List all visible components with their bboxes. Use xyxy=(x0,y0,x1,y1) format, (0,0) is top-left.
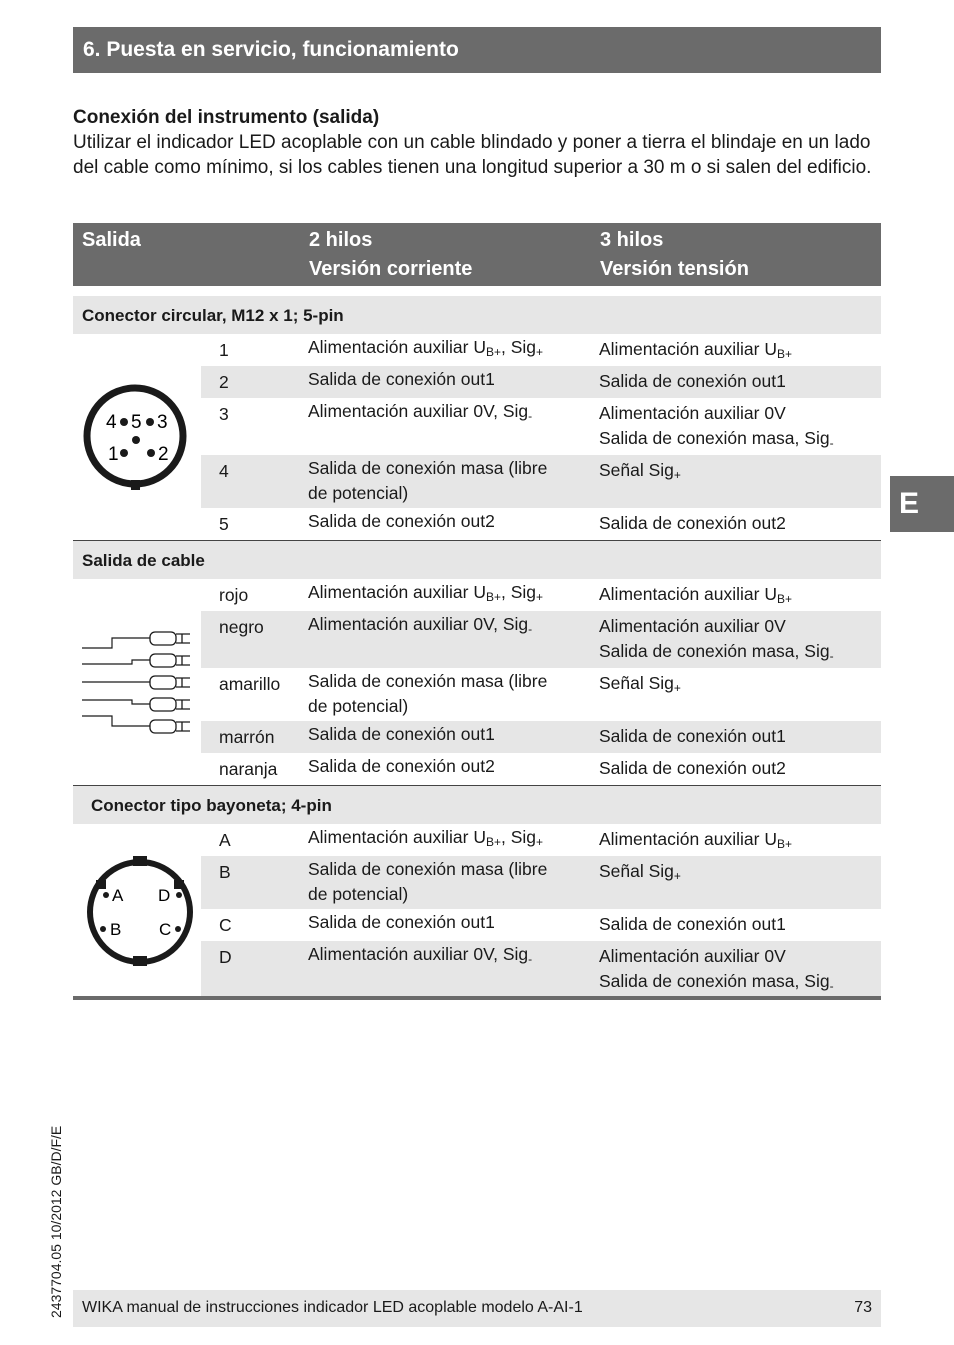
two-wire-line: de potencial) xyxy=(308,884,409,904)
three-wire-text: Salida de conexión masa, Sig xyxy=(599,428,830,448)
cable-pin xyxy=(176,634,190,643)
bayonet-pin-label: A xyxy=(112,886,124,905)
table-row xyxy=(201,909,881,941)
bayonet-pin-dot xyxy=(100,926,106,932)
cable-pin xyxy=(176,678,190,687)
two-wire-line: de potencial) xyxy=(308,696,409,716)
subscript: + xyxy=(536,345,544,359)
table-row xyxy=(201,668,881,721)
three-wire-text: Alimentación auxiliar U xyxy=(599,339,777,359)
cable-pin xyxy=(176,656,190,665)
two-wire-text: Salida de conexión masa (libre xyxy=(308,458,548,478)
bayonet-pin-dot xyxy=(103,892,109,898)
subscript: - xyxy=(829,979,834,993)
row-label: naranja xyxy=(219,759,278,779)
two-wire-cell xyxy=(308,399,578,429)
table-row xyxy=(201,508,881,540)
table-row xyxy=(201,398,881,455)
cable-wire xyxy=(82,638,150,648)
m12-pin-dot xyxy=(146,418,154,426)
table-row xyxy=(201,856,881,909)
three-wire-cell xyxy=(599,944,881,999)
three-wire-text: Salida de conexión out1 xyxy=(599,914,786,934)
bayonet-pin-label: C xyxy=(159,920,172,939)
three-wire-line xyxy=(599,401,881,426)
bayonet-lug xyxy=(174,880,184,889)
m12-pin-label: 3 xyxy=(157,412,168,433)
document-code: 2437704.05 10/2012 GB/D/F/E xyxy=(48,1125,64,1318)
table-row xyxy=(201,366,881,398)
two-wire-text: , Sig xyxy=(501,582,537,602)
cable-pin xyxy=(176,722,190,731)
table-row xyxy=(201,611,881,668)
cable-ferrule xyxy=(150,698,176,711)
row-label: 2 xyxy=(219,372,229,392)
three-wire-cell xyxy=(599,859,881,889)
three-wire-line xyxy=(599,859,881,889)
header-3wire-title: 3 hilos xyxy=(600,229,664,251)
subscript: - xyxy=(528,409,533,423)
bayonet-pin-dot xyxy=(175,926,181,932)
three-wire-line xyxy=(599,671,881,701)
table-row xyxy=(201,941,881,996)
subscript: - xyxy=(528,952,533,966)
subscript: + xyxy=(536,590,544,604)
bayonet-lug xyxy=(96,880,106,889)
row-label: 3 xyxy=(219,404,229,424)
two-wire-line xyxy=(308,942,578,972)
row-label: rojo xyxy=(219,585,249,605)
row-label: 5 xyxy=(219,514,229,534)
three-wire-text: Alimentación auxiliar 0V xyxy=(599,616,786,636)
row-label: 1 xyxy=(219,340,229,360)
cable-ferrule xyxy=(150,632,176,645)
two-wire-cell xyxy=(308,910,578,935)
two-wire-line xyxy=(308,754,578,779)
two-wire-text: Salida de conexión masa (libre xyxy=(308,671,548,691)
two-wire-cell xyxy=(308,942,578,972)
three-wire-cell xyxy=(599,458,881,488)
table-row xyxy=(201,455,881,508)
three-wire-cell xyxy=(599,614,881,669)
header-2wire xyxy=(309,226,472,284)
row-label: C xyxy=(219,915,232,935)
subscript: B+ xyxy=(777,592,793,606)
row-label: 4 xyxy=(219,461,229,481)
three-wire-text: Salida de conexión out2 xyxy=(599,758,786,778)
row-label: A xyxy=(219,830,231,850)
table-row xyxy=(201,721,881,753)
three-wire-text: Salida de conexión out2 xyxy=(599,513,786,533)
three-wire-text: Señal Sig xyxy=(599,673,674,693)
table-bottom-rule xyxy=(73,996,881,1000)
cable-wires-diagram xyxy=(82,630,194,735)
three-wire-line xyxy=(599,369,881,394)
subscript: B+ xyxy=(777,837,793,851)
three-wire-text: Salida de conexión masa, Sig xyxy=(599,971,830,991)
subscript: B+ xyxy=(486,345,502,359)
three-wire-text: Salida de conexión out1 xyxy=(599,726,786,746)
three-wire-text: Señal Sig xyxy=(599,460,674,480)
subscript: B+ xyxy=(486,590,502,604)
two-wire-line xyxy=(308,722,578,747)
row-label: amarillo xyxy=(219,674,281,694)
subscript: + xyxy=(673,869,681,883)
two-wire-line xyxy=(308,612,578,642)
two-wire-text: Alimentación auxiliar 0V, Sig xyxy=(308,614,529,634)
three-wire-cell xyxy=(599,337,881,367)
footer-text: WIKA manual de instrucciones indicador LED acoplable modelo A-AI-1 xyxy=(82,1299,583,1316)
group-bayonet-label: Conector tipo bayoneta; 4-pin xyxy=(73,786,881,824)
three-wire-text: Salida de conexión masa, Sig xyxy=(599,641,830,661)
two-wire-text: , Sig xyxy=(501,827,537,847)
three-wire-cell xyxy=(599,756,881,781)
subscript: - xyxy=(829,436,834,450)
three-wire-text: Alimentación auxiliar U xyxy=(599,584,777,604)
three-wire-cell xyxy=(599,724,881,749)
two-wire-text: Salida de conexión out2 xyxy=(308,756,495,776)
bayonet-pin-label: B xyxy=(110,920,122,939)
table-row xyxy=(201,824,881,856)
cable-wire xyxy=(82,716,150,726)
three-wire-cell xyxy=(599,511,881,536)
three-wire-cell xyxy=(599,671,881,701)
header-output: Salida xyxy=(82,229,141,251)
two-wire-cell xyxy=(308,456,578,506)
bayonet-pin-dot xyxy=(176,892,182,898)
two-wire-line: de potencial) xyxy=(308,483,409,503)
three-wire-text: Alimentación auxiliar U xyxy=(599,829,777,849)
two-wire-line xyxy=(308,399,578,429)
bayonet-key xyxy=(133,856,147,866)
m12-connector-shell xyxy=(87,388,183,484)
three-wire-line xyxy=(599,827,881,857)
row-label: B xyxy=(219,862,231,882)
cable-wire xyxy=(82,660,150,664)
three-wire-text: Alimentación auxiliar 0V xyxy=(599,403,786,423)
two-wire-cell xyxy=(308,367,578,392)
two-wire-text: Salida de conexión out2 xyxy=(308,511,495,531)
two-wire-line xyxy=(308,509,578,534)
subscript: + xyxy=(673,681,681,695)
m12-pin-label: 2 xyxy=(158,444,169,465)
table-row xyxy=(201,579,881,611)
m12-connector-key xyxy=(131,480,140,490)
two-wire-text: Alimentación auxiliar 0V, Sig xyxy=(308,401,529,421)
two-wire-text: Alimentación auxiliar U xyxy=(308,337,486,357)
m12-pin-dot xyxy=(132,436,140,444)
bayonet-connector-shell xyxy=(90,862,190,962)
cable-wire xyxy=(82,700,150,704)
two-wire-line xyxy=(308,910,578,935)
three-wire-line xyxy=(599,614,881,639)
subscript: - xyxy=(528,622,533,636)
two-wire-text: , Sig xyxy=(501,337,537,357)
two-wire-cell xyxy=(308,857,578,907)
three-wire-cell xyxy=(599,912,881,937)
three-wire-line xyxy=(599,756,881,781)
three-wire-line xyxy=(599,944,881,969)
two-wire-text: Salida de conexión out1 xyxy=(308,912,495,932)
table-header xyxy=(73,223,881,286)
three-wire-text: Alimentación auxiliar 0V xyxy=(599,946,786,966)
three-wire-text: Señal Sig xyxy=(599,861,674,881)
three-wire-line xyxy=(599,912,881,937)
two-wire-line xyxy=(308,367,578,392)
bayonet-connector-diagram xyxy=(84,856,196,968)
bayonet-pin-label: D xyxy=(158,886,171,905)
three-wire-cell xyxy=(599,582,881,612)
three-wire-line xyxy=(599,458,881,488)
header-2wire-subtitle: Versión corriente xyxy=(309,258,473,280)
m12-pin-label: 4 xyxy=(106,412,117,433)
two-wire-line xyxy=(308,580,578,610)
two-wire-text: Alimentación auxiliar U xyxy=(308,827,486,847)
header-3wire xyxy=(600,226,749,284)
three-wire-line xyxy=(599,969,881,999)
m12-pin-dot xyxy=(120,418,128,426)
three-wire-line xyxy=(599,337,881,367)
header-3wire-subtitle: Versión tensión xyxy=(600,258,749,280)
cable-ferrule xyxy=(150,676,176,689)
two-wire-cell xyxy=(308,669,578,719)
two-wire-line xyxy=(308,669,578,694)
subscript: B+ xyxy=(777,347,793,361)
two-wire-line xyxy=(308,857,578,882)
three-wire-cell xyxy=(599,369,881,394)
two-wire-cell xyxy=(308,509,578,534)
two-wire-line xyxy=(308,335,578,365)
three-wire-line xyxy=(599,724,881,749)
m12-pin-dot xyxy=(147,449,155,457)
m12-pin-dot xyxy=(120,449,128,457)
two-wire-text: Alimentación auxiliar U xyxy=(308,582,486,602)
m12-pin-label: 1 xyxy=(108,444,119,465)
language-tab: E xyxy=(890,476,954,532)
two-wire-text: Alimentación auxiliar 0V, Sig xyxy=(308,944,529,964)
m12-pin-label: 5 xyxy=(131,412,142,433)
group-m12-label: Conector circular, M12 x 1; 5-pin xyxy=(73,296,881,334)
three-wire-line xyxy=(599,639,881,669)
table-row xyxy=(201,753,881,785)
two-wire-cell xyxy=(308,580,578,610)
footer xyxy=(73,1290,881,1327)
section-title: 6. Puesta en servicio, funcionamiento xyxy=(73,27,881,73)
cable-pin xyxy=(176,700,190,709)
two-wire-cell xyxy=(308,754,578,779)
cable-ferrule xyxy=(150,654,176,667)
two-wire-text: Salida de conexión masa (libre xyxy=(308,859,548,879)
row-label: negro xyxy=(219,617,264,637)
table-row xyxy=(201,334,881,366)
two-wire-cell xyxy=(308,825,578,855)
two-wire-line xyxy=(308,825,578,855)
three-wire-cell xyxy=(599,401,881,456)
intro-heading: Conexión del instrumento (salida) xyxy=(73,107,380,128)
two-wire-cell xyxy=(308,722,578,747)
intro xyxy=(73,105,881,180)
row-label: D xyxy=(219,947,232,967)
group-cable-label: Salida de cable xyxy=(73,541,881,579)
three-wire-line xyxy=(599,426,881,456)
two-wire-cell xyxy=(308,335,578,365)
bayonet-lug xyxy=(133,956,147,966)
subscript: B+ xyxy=(486,835,502,849)
three-wire-text: Salida de conexión out1 xyxy=(599,371,786,391)
subscript: - xyxy=(829,649,834,663)
three-wire-line xyxy=(599,582,881,612)
page-number: 73 xyxy=(854,1299,872,1316)
subscript: + xyxy=(673,468,681,482)
two-wire-cell xyxy=(308,612,578,642)
two-wire-text: Salida de conexión out1 xyxy=(308,724,495,744)
header-2wire-title: 2 hilos xyxy=(309,229,373,251)
three-wire-cell xyxy=(599,827,881,857)
subscript: + xyxy=(536,835,544,849)
two-wire-text: Salida de conexión out1 xyxy=(308,369,495,389)
row-label: marrón xyxy=(219,727,275,747)
three-wire-line xyxy=(599,511,881,536)
cable-ferrule xyxy=(150,720,176,733)
two-wire-line xyxy=(308,456,578,481)
intro-body: Utilizar el indicador LED acoplable con un cable blindado y poner a tierra el blindaje en un lado del cable como mínimo, si los cables tienen una longitud superior a 30 m o si salen del edificio. xyxy=(73,132,872,178)
m12-connector-diagram xyxy=(80,383,192,493)
